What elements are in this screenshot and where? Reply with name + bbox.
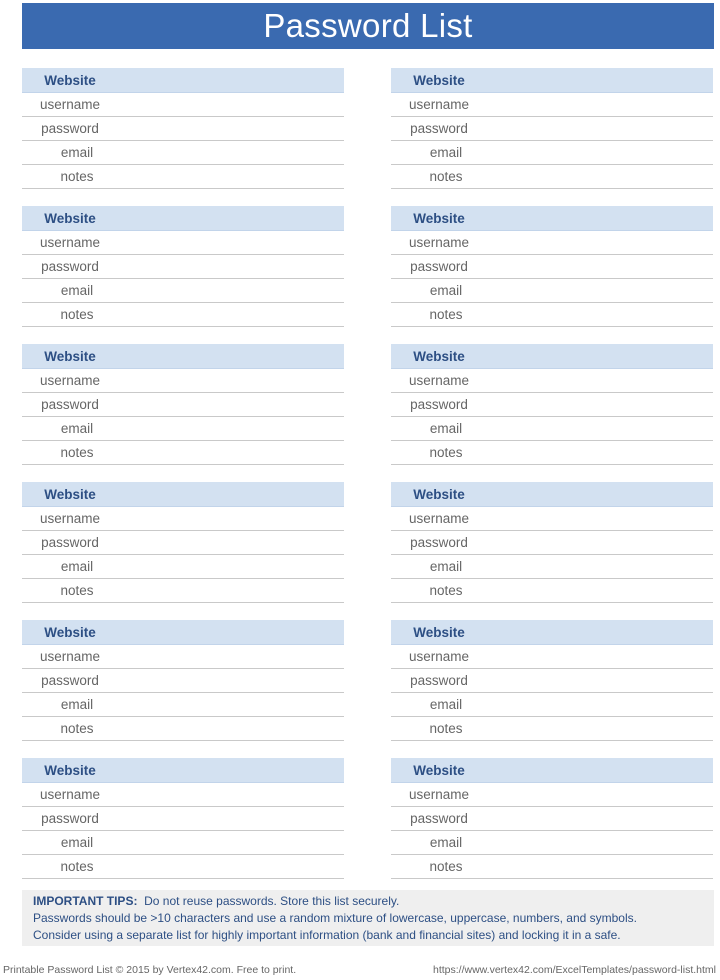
username-row[interactable]: [22, 507, 344, 531]
username-label: username: [408, 787, 470, 802]
email-label: email: [429, 697, 463, 712]
password-row[interactable]: [22, 531, 344, 555]
username-row[interactable]: [391, 369, 713, 393]
email-label: email: [429, 421, 463, 436]
password-label: password: [410, 535, 468, 550]
username-label: username: [39, 97, 101, 112]
email-label: email: [429, 835, 463, 850]
password-entry: [391, 68, 713, 189]
password-entry: [22, 758, 344, 879]
notes-row[interactable]: [22, 717, 344, 741]
tips-line-1: [33, 893, 714, 910]
notes-label: notes: [429, 859, 463, 874]
password-row[interactable]: [22, 255, 344, 279]
password-row[interactable]: [391, 807, 713, 831]
website-label: Website: [44, 486, 96, 502]
notes-label: notes: [60, 169, 94, 184]
username-label: username: [39, 511, 101, 526]
website-header[interactable]: [391, 344, 713, 369]
email-label: email: [60, 421, 94, 436]
notes-row[interactable]: [22, 855, 344, 879]
password-row[interactable]: [391, 117, 713, 141]
email-label: email: [60, 283, 94, 298]
email-row[interactable]: [391, 279, 713, 303]
footer-url[interactable]: https://www.vertex42.com/ExcelTemplates/password-list.html: [432, 964, 716, 976]
website-label: Website: [44, 762, 96, 778]
notes-label: notes: [60, 583, 94, 598]
password-label: password: [41, 811, 99, 826]
password-row[interactable]: [22, 393, 344, 417]
password-label: password: [410, 121, 468, 136]
password-entry: [391, 206, 713, 327]
website-label: Website: [44, 624, 96, 640]
website-header[interactable]: [391, 620, 713, 645]
website-header[interactable]: [391, 68, 713, 93]
password-label: password: [410, 811, 468, 826]
notes-row[interactable]: [22, 303, 344, 327]
website-header[interactable]: [391, 482, 713, 507]
password-entry: [22, 68, 344, 189]
password-row[interactable]: [22, 117, 344, 141]
notes-label: notes: [429, 721, 463, 736]
notes-label: notes: [60, 859, 94, 874]
notes-row[interactable]: [391, 303, 713, 327]
website-label: Website: [44, 348, 96, 364]
website-header[interactable]: [22, 68, 344, 93]
username-label: username: [39, 235, 101, 250]
password-entry: [391, 344, 713, 465]
username-row[interactable]: [391, 645, 713, 669]
email-label: email: [429, 559, 463, 574]
website-label: Website: [413, 348, 465, 364]
username-label: username: [408, 649, 470, 664]
password-entry: [391, 758, 713, 879]
email-row[interactable]: [391, 555, 713, 579]
username-label: username: [408, 511, 470, 526]
page-title-text: Password List: [263, 7, 473, 44]
email-row[interactable]: [391, 417, 713, 441]
username-label: username: [408, 373, 470, 388]
email-row[interactable]: [22, 693, 344, 717]
password-label: password: [410, 673, 468, 688]
tips-line-2: Passwords should be >10 characters and use a random mixture of lowercase, uppercase, numbers, and symbols.: [33, 911, 637, 925]
username-row[interactable]: [391, 783, 713, 807]
important-tips-box: [22, 890, 714, 946]
email-label: email: [60, 145, 94, 160]
password-label: password: [410, 397, 468, 412]
password-row[interactable]: [391, 393, 713, 417]
username-row[interactable]: [391, 507, 713, 531]
website-header[interactable]: [22, 344, 344, 369]
username-label: username: [39, 787, 101, 802]
password-row[interactable]: [391, 531, 713, 555]
email-label: email: [60, 835, 94, 850]
email-row[interactable]: [391, 831, 713, 855]
website-header[interactable]: [22, 482, 344, 507]
email-row[interactable]: [391, 141, 713, 165]
notes-label: notes: [429, 583, 463, 598]
password-label: password: [410, 259, 468, 274]
email-label: email: [429, 283, 463, 298]
username-label: username: [39, 373, 101, 388]
notes-label: notes: [60, 445, 94, 460]
username-row[interactable]: [22, 231, 344, 255]
username-label: username: [408, 235, 470, 250]
tips-heading: IMPORTANT TIPS:: [33, 894, 138, 908]
password-entry: [22, 344, 344, 465]
website-header[interactable]: [22, 620, 344, 645]
username-row[interactable]: [22, 369, 344, 393]
notes-label: notes: [60, 721, 94, 736]
email-row[interactable]: [22, 555, 344, 579]
password-label: password: [41, 121, 99, 136]
password-entry: [22, 482, 344, 603]
notes-label: notes: [429, 169, 463, 184]
website-label: Website: [413, 210, 465, 226]
website-header[interactable]: [22, 206, 344, 231]
password-row[interactable]: [22, 807, 344, 831]
website-header[interactable]: [391, 758, 713, 783]
notes-row[interactable]: [22, 579, 344, 603]
notes-row[interactable]: [391, 441, 713, 465]
website-label: Website: [413, 72, 465, 88]
username-row[interactable]: [22, 645, 344, 669]
website-header[interactable]: [22, 758, 344, 783]
tips-line-1-text: Do not reuse passwords. Store this list securely.: [144, 894, 400, 908]
website-label: Website: [44, 210, 96, 226]
notes-row[interactable]: [22, 441, 344, 465]
password-entry: [22, 620, 344, 741]
password-entry: [22, 206, 344, 327]
username-row[interactable]: [22, 783, 344, 807]
password-entry: [391, 482, 713, 603]
password-row[interactable]: [391, 669, 713, 693]
username-row[interactable]: [391, 93, 713, 117]
password-label: password: [41, 259, 99, 274]
password-label: password: [41, 673, 99, 688]
notes-label: notes: [429, 307, 463, 322]
email-row[interactable]: [391, 693, 713, 717]
website-label: Website: [413, 762, 465, 778]
website-label: Website: [413, 486, 465, 502]
username-row[interactable]: [22, 93, 344, 117]
footer-copyright: Printable Password List © 2015 by Vertex42.com. Free to print.: [3, 964, 297, 976]
username-label: username: [39, 649, 101, 664]
email-row[interactable]: [22, 417, 344, 441]
notes-label: notes: [429, 445, 463, 460]
notes-row[interactable]: [22, 165, 344, 189]
username-row[interactable]: [391, 231, 713, 255]
email-label: email: [60, 697, 94, 712]
notes-row[interactable]: [391, 579, 713, 603]
password-row[interactable]: [22, 669, 344, 693]
website-header[interactable]: [391, 206, 713, 231]
notes-row[interactable]: [391, 717, 713, 741]
username-label: username: [408, 97, 470, 112]
notes-row[interactable]: [391, 855, 713, 879]
website-label: Website: [413, 624, 465, 640]
password-entry: [391, 620, 713, 741]
email-label: email: [429, 145, 463, 160]
email-row[interactable]: [22, 279, 344, 303]
website-label: Website: [44, 72, 96, 88]
email-row[interactable]: [22, 831, 344, 855]
password-label: password: [41, 535, 99, 550]
email-label: email: [60, 559, 94, 574]
password-label: password: [41, 397, 99, 412]
email-row[interactable]: [22, 141, 344, 165]
notes-label: notes: [60, 307, 94, 322]
tips-line-3: Consider using a separate list for highly important information (bank and financial sites) and locking it in a safe.: [33, 928, 621, 942]
notes-row[interactable]: [391, 165, 713, 189]
password-row[interactable]: [391, 255, 713, 279]
